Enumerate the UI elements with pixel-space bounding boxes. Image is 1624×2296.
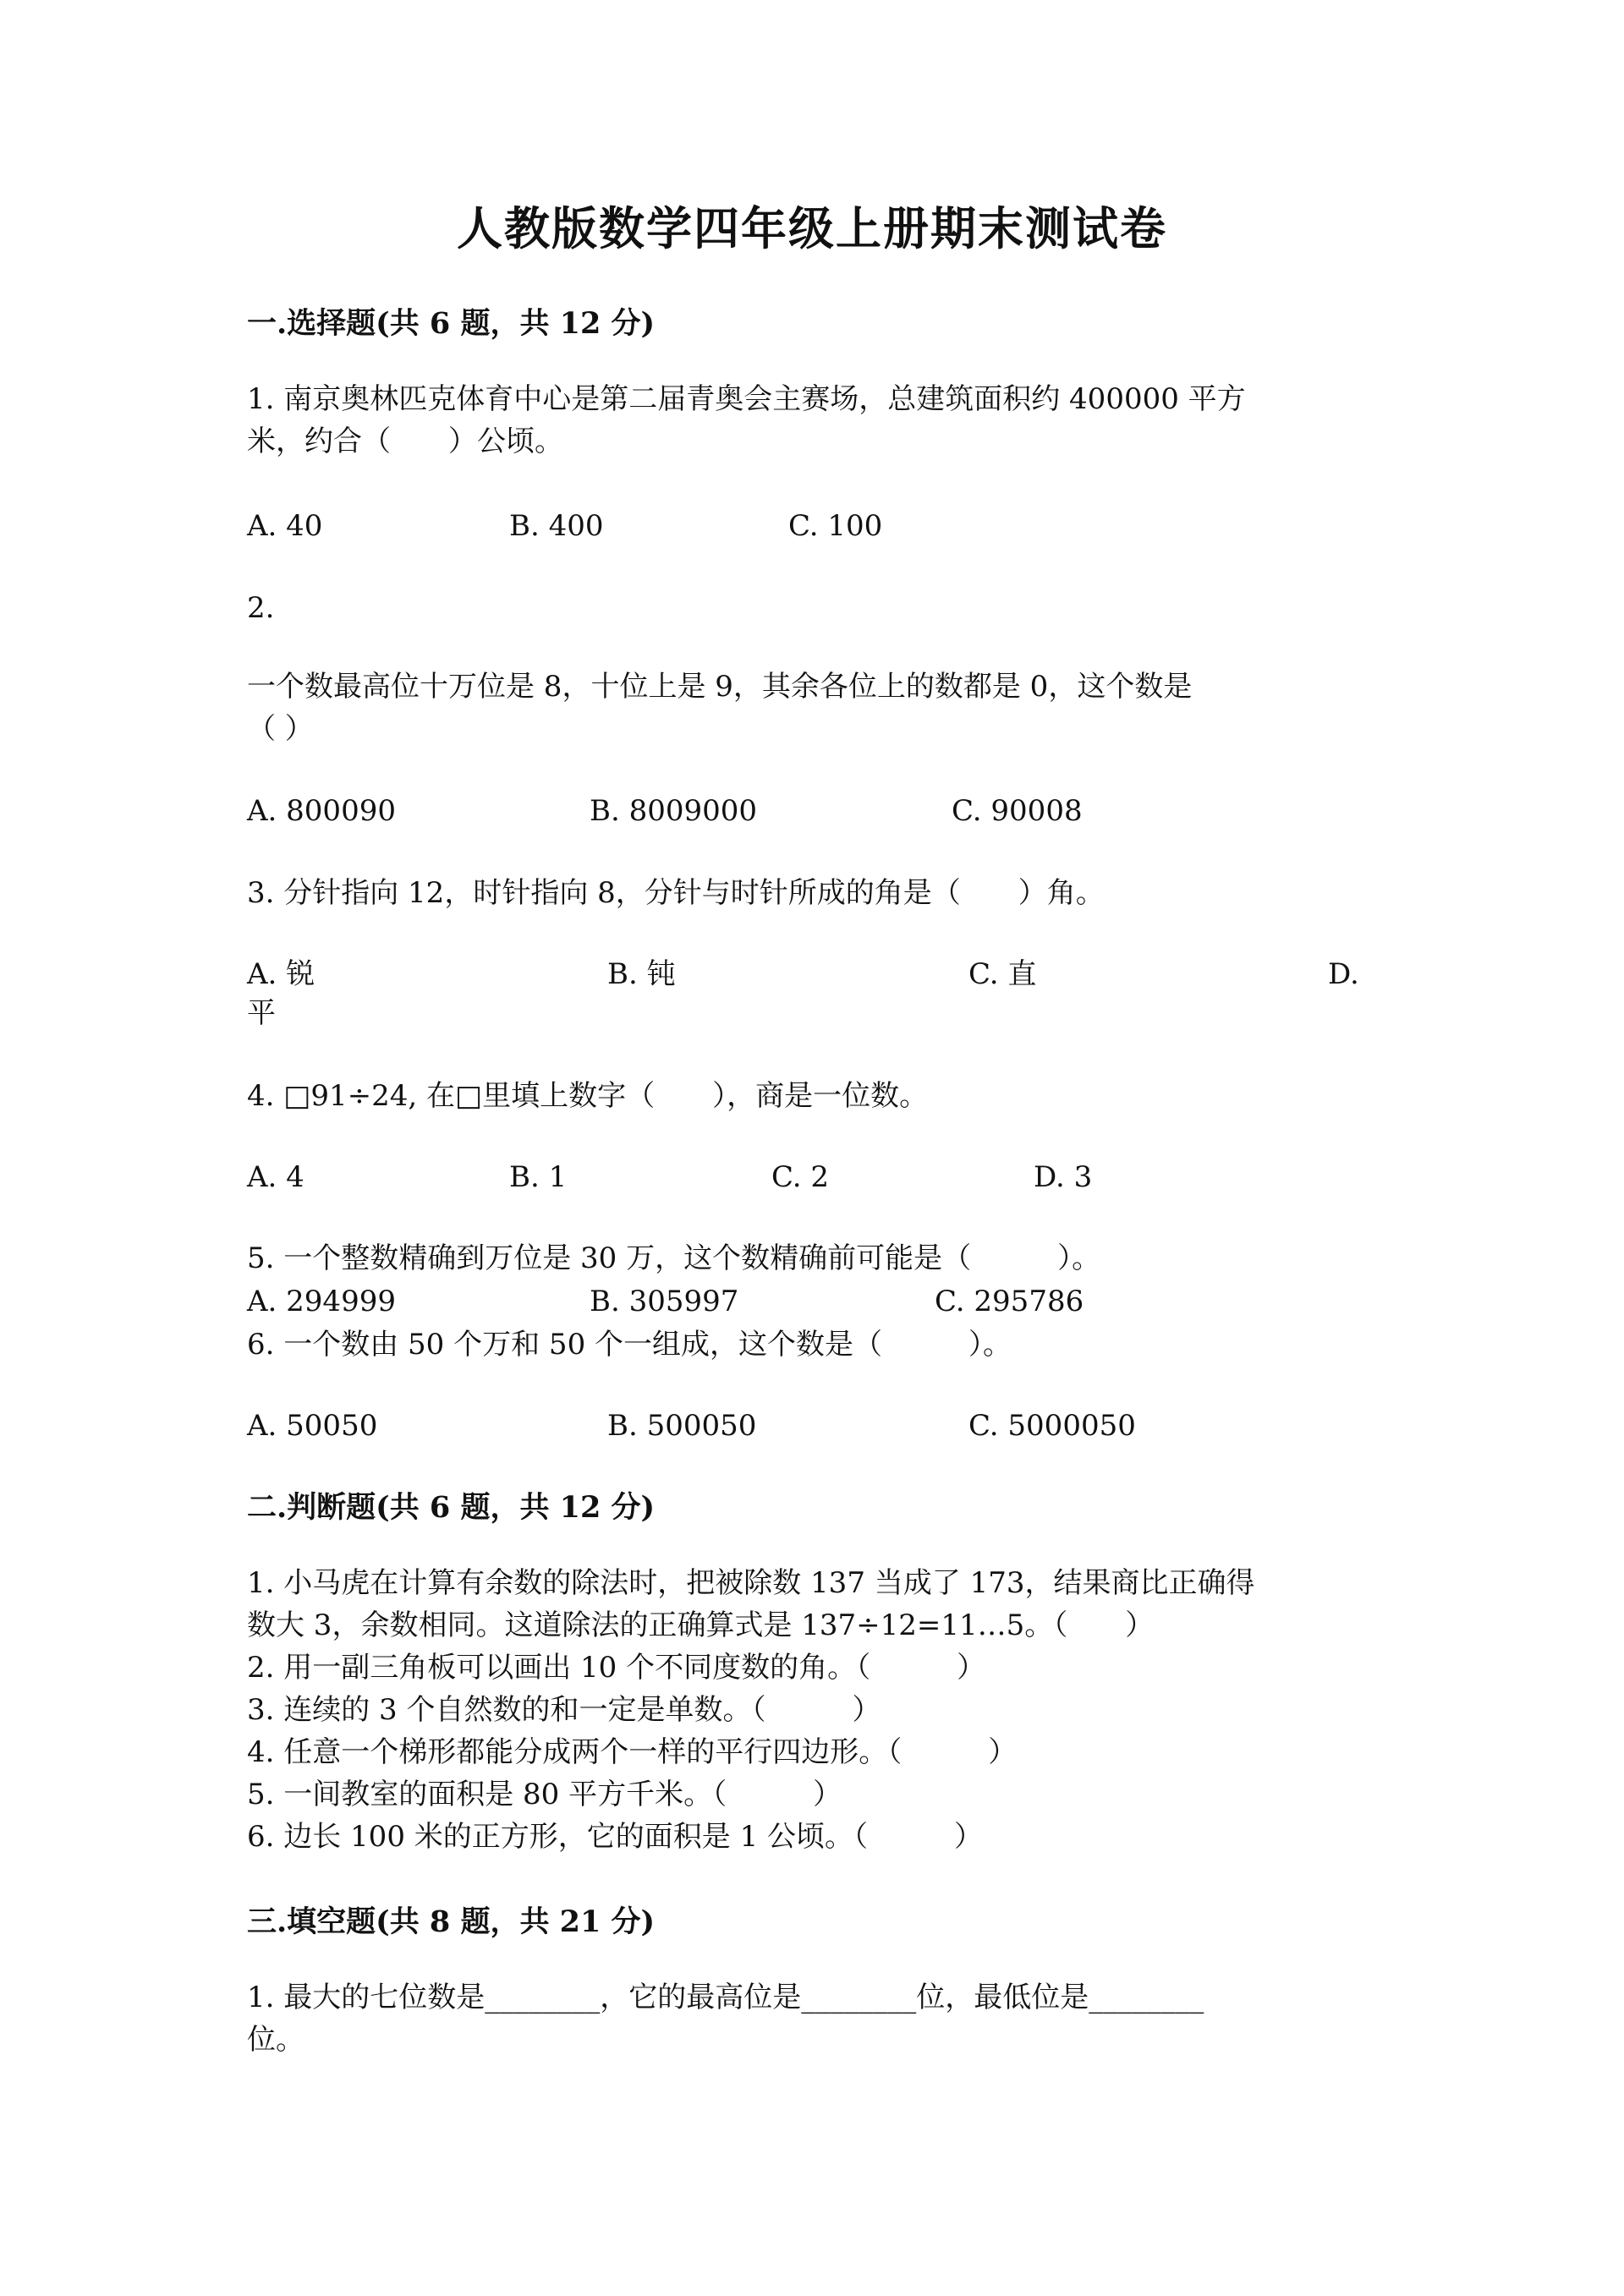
choice-q6-option-a: A. 50050: [247, 1409, 378, 1443]
section-heading-choice: 一.选择题(共 6 题，共 12 分): [247, 306, 656, 341]
judge-q5: 5. 一间教室的面积是 80 平方千米。（ ）: [247, 1778, 842, 1811]
choice-q3-option-c: C. 直: [968, 957, 1037, 991]
judge-q1-line1: 1. 小马虎在计算有余数的除法时，把被除数 137 当成了 173，结果商比正确得: [247, 1566, 1255, 1600]
choice-q3-line1: 3. 分针指向 12，时针指向 8，分针与时针所成的角是（ ）角。: [247, 876, 1105, 910]
choice-q1-line2: 米，约合（ ）公顷。: [247, 425, 563, 458]
choice-q4-option-c: C. 2: [771, 1160, 830, 1194]
choice-q1-option-a: A. 40: [247, 509, 323, 543]
choice-q1-option-c: C. 100: [788, 509, 883, 543]
section-heading-judge: 二.判断题(共 6 题，共 12 分): [247, 1490, 656, 1525]
choice-q4-option-d: D. 3: [1034, 1160, 1093, 1194]
fill-q1-line2: 位。: [247, 2023, 304, 2057]
judge-q3: 3. 连续的 3 个自然数的和一定是单数。（ ）: [247, 1693, 881, 1727]
section-heading-fill: 三.填空题(共 8 题，共 21 分): [247, 1904, 656, 1939]
choice-q2-option-a: A. 800090: [247, 794, 396, 828]
choice-q6-option-b: B. 500050: [607, 1409, 757, 1443]
choice-q5-option-b: B. 305997: [590, 1285, 739, 1318]
choice-q4-line1: 4. □91÷24, 在□里填上数字（ ），商是一位数。: [247, 1079, 929, 1113]
judge-q6: 6. 边长 100 米的正方形，它的面积是 1 公顷。（ ）: [247, 1820, 984, 1854]
exam-title: 人教版数学四年级上册期末测试卷: [457, 201, 1167, 255]
choice-q3-option-d-text: 平: [247, 996, 276, 1030]
choice-q5-option-c: C. 295786: [935, 1285, 1084, 1318]
fill-q1-line1: 1. 最大的七位数是________，它的最高位是________位，最低位是________: [247, 1981, 1204, 2014]
choice-q4-option-b: B. 1: [509, 1160, 568, 1194]
judge-q4: 4. 任意一个梯形都能分成两个一样的平行四边形。（ ）: [247, 1735, 1018, 1769]
choice-q1-option-b: B. 400: [509, 509, 604, 543]
judge-q1-line2: 数大 3，余数相同。这道除法的正确算式是 137÷12=11…5。（ ）: [247, 1608, 1155, 1642]
choice-q5-option-a: A. 294999: [247, 1285, 396, 1318]
choice-q6-option-c: C. 5000050: [968, 1409, 1136, 1443]
choice-q2-line1: 一个数最高位十万位是 8，十位上是 9，其余各位上的数都是 0，这个数是: [247, 670, 1193, 704]
judge-q2: 2. 用一副三角板可以画出 10 个不同度数的角。（ ）: [247, 1651, 986, 1685]
choice-q6-line1: 6. 一个数由 50 个万和 50 个一组成，这个数是（ ）。: [247, 1328, 1012, 1362]
choice-q2-option-b: B. 8009000: [590, 794, 758, 828]
choice-q1-line1: 1. 南京奥林匹克体育中心是第二届青奥会主赛场，总建筑面积约 400000 平方: [247, 382, 1246, 416]
choice-q3-option-b: B. 钝: [607, 957, 676, 991]
choice-q5-line1: 5. 一个整数精确到万位是 30 万，这个数精确前可能是（ ）。: [247, 1241, 1101, 1275]
choice-q2-line2: （ ）: [247, 712, 314, 746]
choice-q3-option-a: A. 锐: [247, 957, 315, 991]
choice-q3-option-d: D.: [1328, 957, 1359, 991]
choice-q2-option-c: C. 90008: [952, 794, 1083, 828]
choice-q4-option-a: A. 4: [247, 1160, 304, 1194]
choice-q2-number: 2.: [247, 591, 275, 625]
